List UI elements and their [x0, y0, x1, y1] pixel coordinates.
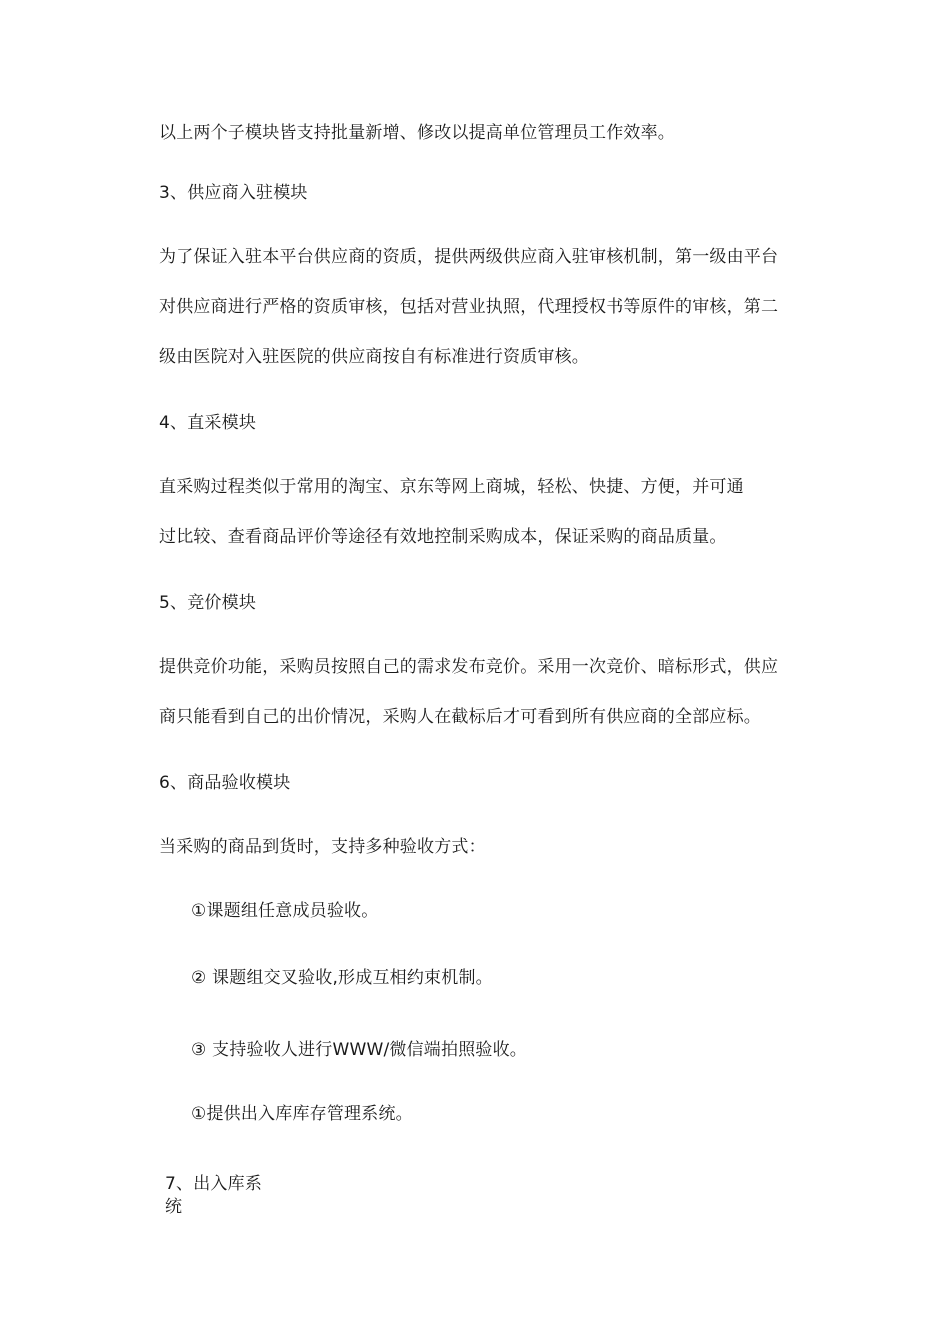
section-6-item-4: ①提供出入库库存管理系统。 — [191, 1104, 413, 1124]
section-7-heading-line-2: 统 — [165, 1197, 183, 1217]
section-6-item-2: ② 课题组交叉验收,形成互相约束机制。 — [191, 968, 493, 988]
section-5-line-1: 提供竞价功能，采购员按照自己的需求发布竞价。采用一次竞价、暗标形式，供应 — [159, 657, 779, 677]
section-3-heading: 3、供应商入驻模块 — [159, 183, 308, 203]
section-3-line-3: 级由医院对入驻医院的供应商按自有标准进行资质审核。 — [159, 347, 589, 367]
section-5-heading: 5、竞价模块 — [159, 593, 257, 613]
section-6-heading: 6、商品验收模块 — [159, 773, 291, 793]
section-4-line-2: 过比较、查看商品评价等途径有效地控制采购成本，保证采购的商品质量。 — [159, 527, 727, 547]
section-3-line-2: 对供应商进行严格的资质审核，包括对营业执照，代理授权书等原件的审核，第二 — [159, 297, 779, 317]
intro-paragraph: 以上两个子模块皆支持批量新增、修改以提高单位管理员工作效率。 — [159, 123, 675, 143]
section-4-line-1: 直采购过程类似于常用的淘宝、京东等网上商城，轻松、快捷、方便，并可通 — [159, 477, 744, 497]
section-6-item-3: ③ 支持验收人进行WWW/微信端拍照验收。 — [191, 1040, 527, 1060]
section-6-item-1: ①课题组任意成员验收。 — [191, 901, 379, 921]
section-7-heading-line-1: 7、出入库系 — [165, 1174, 263, 1194]
section-4-heading: 4、直采模块 — [159, 413, 257, 433]
section-5-line-2: 商只能看到自己的出价情况，采购人在截标后才可看到所有供应商的全部应标。 — [159, 707, 761, 727]
section-3-line-1: 为了保证入驻本平台供应商的资质，提供两级供应商入驻审核机制，第一级由平台 — [159, 247, 779, 267]
section-6-intro: 当采购的商品到货时，支持多种验收方式： — [159, 837, 486, 857]
